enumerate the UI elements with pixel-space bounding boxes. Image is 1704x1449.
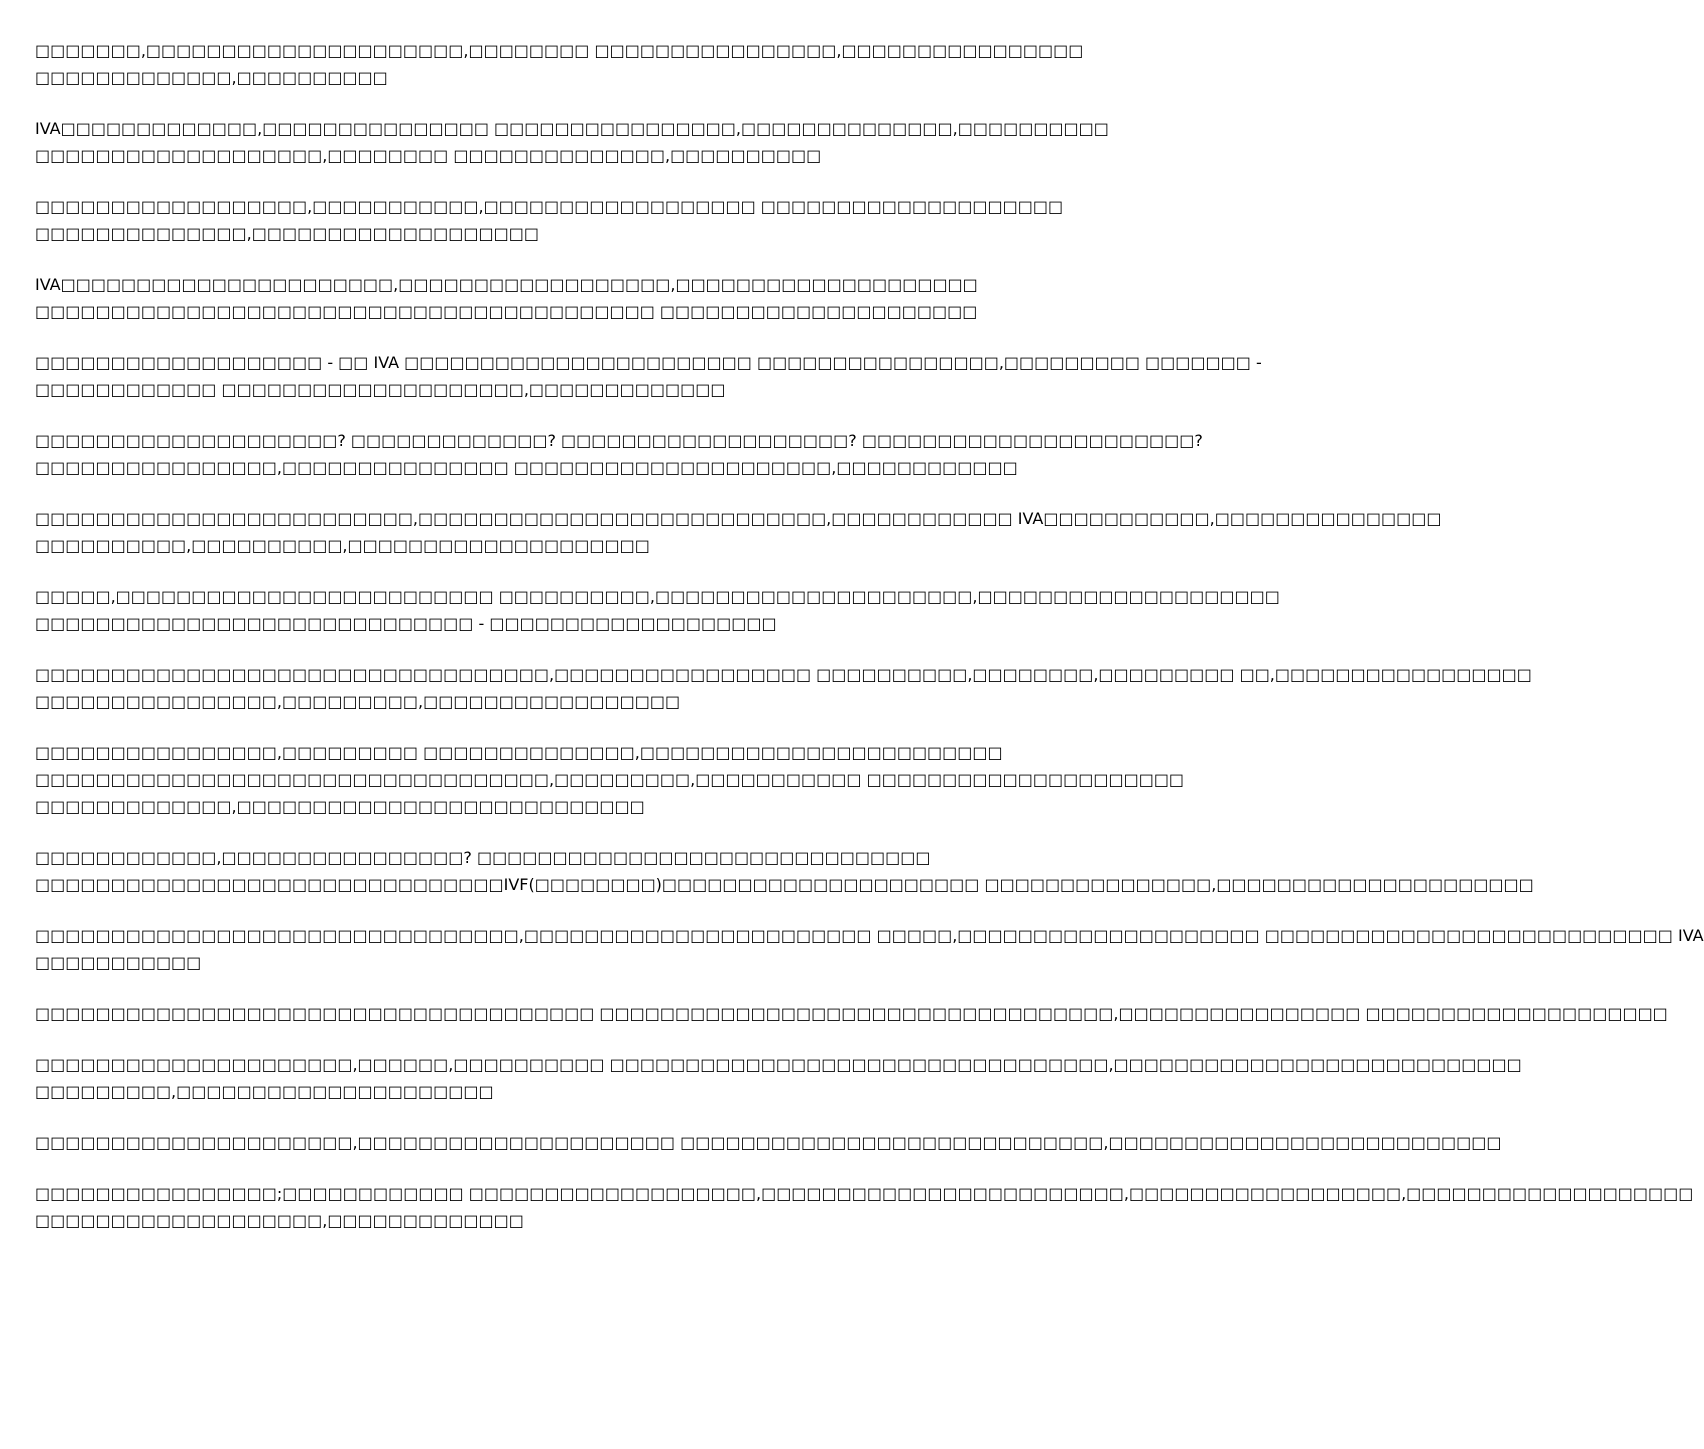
paragraph-16 (35, 1180, 1694, 1234)
paragraph-3 (35, 193, 1064, 247)
paragraph-11 (35, 844, 1534, 898)
paragraph-line: □□□□□□□□□□□□□□□□,□□□□□□□□□ □□□□□□□□□□□□□□,□□□□□□□□□□□□□□□□□□□□□□□□ (35, 743, 1003, 762)
paragraph-line: □□□□□□□□□□□□□□□□;□□□□□□□□□□□□ □□□□□□□□□□□□□□□□□□□,□□□□□□□□□□□□□□□□□□□□□□□□,□□□□□□□□□□□□□□□□□□,□□□□□□□□□□□□□□□□□□□ (35, 1184, 1694, 1203)
paragraph-line: □□□□□□□□□□□□□□□□,□□□□□□□□□,□□□□□□□□□□□□□□□□□ (35, 692, 681, 711)
paragraph-line: □□□□□□□□□□□□□□□□□□□□□□□□□□□□□□□□□□,□□□□□□□□□□□□□□□□□ □□□□□□□□□□,□□□□□□□□,□□□□□□□□□ □□,□□□□□□□□□□□□□□□□□ (35, 665, 1532, 684)
paragraph-line: □□□□□□□□□□□□□,□□□□□□□□□□□□□□□□□□□□□□□□□□□ (35, 797, 645, 816)
paragraph-line: □□□□□□□□□□□□□□□□,□□□□□□□□□□□□□□□ □□□□□□□□□□□□□□□□□□□□□,□□□□□□□□□□□□ (35, 458, 1018, 477)
paragraph-line: □□□□□□□□□□□□□□□□□□□ - □□ IVA □□□□□□□□□□□□□□□□□□□□□□□ □□□□□□□□□□□□□□□□,□□□□□□□□□ □□□□□□□ - (35, 353, 1262, 372)
paragraph-15 (35, 1129, 1502, 1156)
paragraph-14 (35, 1051, 1522, 1105)
paragraph-line: □□□□□□□□□□□□□□□□□□□□□□□□□,□□□□□□□□□□□□□□□□□□□□□□□□□□□,□□□□□□□□□□□□ IVA□□□□□□□□□□□,□□□□□□□□□□□□□□□ (35, 509, 1442, 528)
paragraph-line: □□□□□□□□□□□□ □□□□□□□□□□□□□□□□□□□□,□□□□□□□□□□□□□ (35, 380, 726, 399)
paragraph-line: □□□□□,□□□□□□□□□□□□□□□□□□□□□□□□□ □□□□□□□□□□,□□□□□□□□□□□□□□□□□□□□□,□□□□□□□□□□□□□□□□□□□□ (35, 587, 1280, 606)
paragraph-line: □□□□□□□□□□□□□□□□□□□□□,□□□□□□,□□□□□□□□□□ □□□□□□□□□□□□□□□□□□□□□□□□□□□□□□□□□,□□□□□□□□□□□□□□□□□□□□□□□□□□□ (35, 1055, 1522, 1074)
paragraph-line: □□□□□□□□□□□□□□□□□□□□□□□□□□□□□□□□□□□□□□□□□ □□□□□□□□□□□□□□□□□□□□□ (35, 302, 978, 321)
paragraph-9 (35, 661, 1532, 715)
paragraph-5 (35, 349, 1262, 403)
paragraph-line: □□□□□□□□□□□□,□□□□□□□□□□□□□□□□? □□□□□□□□□□□□□□□□□□□□□□□□□□□□□□ (35, 848, 931, 867)
document-body (35, 37, 1704, 1258)
paragraph-line: □□□□□□□□□□□□□□□□□□□□□□□□□□□□□□□□,□□□□□□□□□□□□□□□□□□□□□□□ □□□□□,□□□□□□□□□□□□□□□□□□□□ □□□□□□□□□□□□□□□□□□□□□□□□□□□ IVA (35, 926, 1704, 945)
paragraph-line: □□□□□□□□□□□□□,□□□□□□□□□□ (35, 68, 388, 87)
paragraph-line: □□□□□□□□□□□□□□□□□□,□□□□□□□□□□□,□□□□□□□□□□□□□□□□□□ □□□□□□□□□□□□□□□□□□□□ (35, 197, 1064, 216)
paragraph-line: □□□□□□□□□□□□□□□□□□□,□□□□□□□□□□□□□ (35, 1211, 524, 1230)
paragraph-line: □□□□□□□□□□,□□□□□□□□□□,□□□□□□□□□□□□□□□□□□□□ (35, 536, 650, 555)
paragraph-line: □□□□□□□□□□□□□□□□□□□□□,□□□□□□□□□□□□□□□□□□□□□ □□□□□□□□□□□□□□□□□□□□□□□□□□□□,□□□□□□□□□□□□□□□□□□□□□□□□□□ (35, 1133, 1502, 1152)
paragraph-10 (35, 739, 1185, 820)
paragraph-1 (35, 37, 1084, 91)
paragraph-line: □□□□□□□,□□□□□□□□□□□□□□□□□□□□□,□□□□□□□□ □□□□□□□□□□□□□□□□,□□□□□□□□□□□□□□□□ (35, 41, 1084, 60)
paragraph-line: □□□□□□□□□□□□□□,□□□□□□□□□□□□□□□□□□□ (35, 224, 539, 243)
paragraph-line: □□□□□□□□□□□□□□□□□□□□? □□□□□□□□□□□□□? □□□□□□□□□□□□□□□□□□□? □□□□□□□□□□□□□□□□□□□□□□? (35, 431, 1203, 450)
paragraph-6 (35, 427, 1203, 481)
paragraph-line: IVA□□□□□□□□□□□□□,□□□□□□□□□□□□□□□ □□□□□□□□□□□□□□□□,□□□□□□□□□□□□□□,□□□□□□□□□□ (35, 119, 1109, 138)
paragraph-line: □□□□□□□□□,□□□□□□□□□□□□□□□□□□□□□ (35, 1082, 494, 1101)
paragraph-line: □□□□□□□□□□□□□□□□□□□□□□□□□□□□□□□□□□,□□□□□□□□□,□□□□□□□□□□□ □□□□□□□□□□□□□□□□□□□□□ (35, 770, 1185, 789)
paragraph-line: □□□□□□□□□□□□□□□□□□□,□□□□□□□□ □□□□□□□□□□□□□□,□□□□□□□□□□ (35, 146, 822, 165)
paragraph-2 (35, 115, 1109, 169)
paragraph-8 (35, 583, 1280, 637)
paragraph-line: □□□□□□□□□□□□□□□□□□□□□□□□□□□□□ - □□□□□□□□□□□□□□□□□□□ (35, 614, 777, 633)
paragraph-line: □□□□□□□□□□□□□□□□□□□□□□□□□□□□□□□IVF(□□□□□□□□)□□□□□□□□□□□□□□□□□□□□□ □□□□□□□□□□□□□□□,□□□□□□□□□□□□□□□□□□□□□ (35, 875, 1534, 894)
paragraph-line: □□□□□□□□□□□ (35, 953, 202, 972)
paragraph-7 (35, 505, 1442, 559)
paragraph-4 (35, 271, 995, 325)
paragraph-13 (35, 1000, 1668, 1027)
paragraph-12 (35, 922, 1704, 976)
paragraph-line: □□□□□□□□□□□□□□□□□□□□□□□□□□□□□□□□□□□□□ □□□□□□□□□□□□□□□□□□□□□□□□□□□□□□□□□□,□□□□□□□□□□□□□□□□ □□□□□□□□□□□□□□□□□□□□ (35, 1004, 1668, 1023)
paragraph-line: IVA□□□□□□□□□□□□□□□□□□□□□□,□□□□□□□□□□□□□□□□□□,□□□□□□□□□□□□□□□□□□□□ (35, 275, 978, 294)
